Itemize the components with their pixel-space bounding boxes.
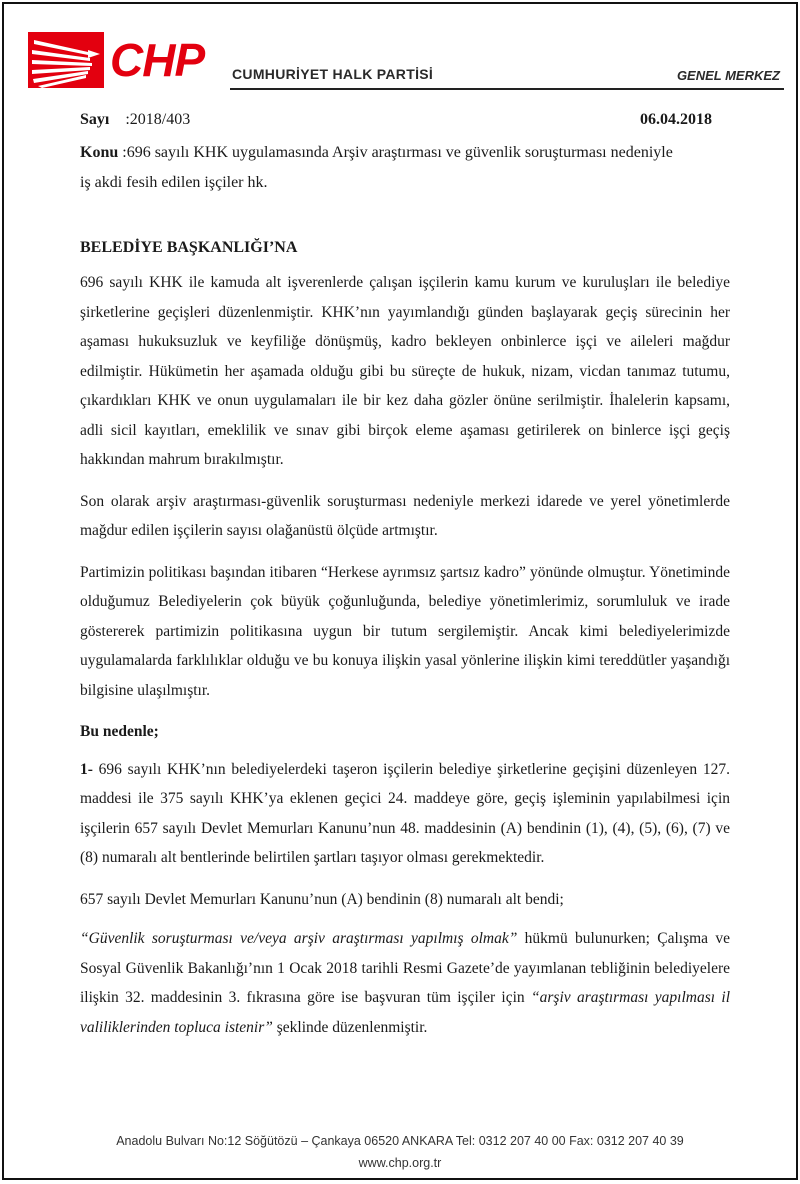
quote-2: “arşiv araştırması yapılması il valiliklerinden topluca istenir” bbox=[80, 989, 731, 1036]
chp-logo bbox=[28, 32, 220, 88]
letter-page bbox=[2, 2, 798, 1180]
konu-label: Konu bbox=[80, 144, 119, 161]
sayi-value: :2018/403 bbox=[125, 111, 191, 128]
sayi-label: Sayı bbox=[80, 111, 110, 128]
footer-address: Anadolu Bulvarı No:12 Söğütözü – Çankaya 06520 ANKARA Tel: 0312 207 40 00 Fax: 0312 207 40 39 bbox=[116, 1134, 684, 1148]
headquarters-label: GENEL MERKEZ bbox=[676, 68, 780, 83]
paragraph-6 bbox=[80, 924, 730, 1042]
addressee: BELEDİYE BAŞKANLIĞI’NA bbox=[80, 239, 298, 256]
paragraph-6-mid: hükmü bulunurken; Çalışma ve Sosyal Güvenlik Bakanlığı’nın 1 Ocak 2018 tarihli Resmi Gazete’de yayımlanan tebliğinin belediyelere ilişkin 32. maddesinin 3. fıkrasına göre ise başvuran tüm işçiler için bbox=[80, 930, 730, 1006]
logo-wordmark: CHP bbox=[110, 34, 205, 86]
footer-website: www.chp.org.tr bbox=[358, 1156, 442, 1170]
konu-line-1: :696 sayılı KHK uygulamasında Arşiv araştırması ve güvenlik soruşturması nedeniyle bbox=[122, 144, 673, 161]
paragraph-2: Son olarak arşiv araştırması-güvenlik soruşturması nedeniyle merkezi idarede ve yerel yönetimlerde mağdur edilen işçilerin sayısı olağanüstü ölçüde artmıştır. bbox=[80, 492, 730, 539]
paragraph-3: Partimizin politikası başından itibaren “Herkese ayrımsız şartsız kadro” yönünde olmuştur. Yönetiminde olduğumuz Belediyelerin çok büyük çoğunluğunda, belediye yönetimlerimiz, sorumluluk ve irade göstererek partimizin politikasına uygun bir tutum sergilemiştir. Ancak kimi belediyelerimizde uygulamalarda farklılıklar olduğu ve bu konuya ilişkin yasal yönlerine ilişkin kimi tereddütler yaşandığı bilgisine ulaşılmıştır. bbox=[80, 563, 730, 699]
paragraph-6-end: şeklinde düzenlenmiştir. bbox=[272, 1018, 428, 1036]
party-name: CUMHURİYET HALK PARTİSİ bbox=[232, 66, 434, 82]
section-heading: Bu nedenle; bbox=[80, 723, 159, 740]
reference-number bbox=[80, 111, 190, 129]
six-arrows-emblem-icon bbox=[28, 32, 104, 88]
letter-body bbox=[80, 268, 730, 1054]
paragraph-5: 657 sayılı Devlet Memurları Kanunu’nun (A) bendinin (8) numaralı alt bendi; bbox=[80, 890, 564, 908]
subject bbox=[80, 138, 740, 198]
paragraph-1: 696 sayılı KHK ile kamuda alt işverenlerde çalışan işçilerin kamu kurum ve kuruluşları ile belediye şirketlerine geçişleri düzenlenmiştir. KHK’nın yayımlandığı günden başlayarak geçiş sürecinin her aşaması hukuksuzluk ve keyfiliğe dönüşmüş, kadro bekleyen onbinlerce işçi ve aileleri mağdur edilmiştir. Hükümetin her aşamada olduğu gibi bu süreçte de hukuk, nizam, vicdan tanımaz tutumu, çıkardıkları KHK ve onun uygulamaları ile bir kez daha gözler önüne serilmiştir. İhalelerin kapsamı, adli sicil kayıtları, emeklilik ve sınav gibi birçok eleme aşaması getirilerek on binlerce işçi geçiş hakkından mahrum bırakılmıştır. bbox=[80, 274, 730, 468]
numbered-item-1 bbox=[80, 755, 730, 873]
header-divider bbox=[230, 88, 784, 90]
item-number: 1- bbox=[80, 760, 93, 778]
footer bbox=[4, 1130, 796, 1174]
konu-line-2: iş akdi fesih edilen işçiler hk. bbox=[80, 174, 268, 191]
letter-date: 06.04.2018 bbox=[640, 111, 712, 128]
item-1-text: 696 sayılı KHK’nın belediyelerdeki taşeron işçilerin belediye şirketlerine geçişini düzenleyen 127. maddesi ile 375 sayılı KHK’ya eklenen geçici 24. maddeye göre, geçiş işleminin yapılabilmesi için işçilerin 657 sayılı Devlet Memurları Kanunu’nun 48. maddesinin (A) bendinin (1), (4), (5), (6), (7) ve (8) numaralı alt bentlerinde belirtilen şartları taşıyor olması gerekmektedir. bbox=[80, 760, 730, 866]
quote-1: “Güvenlik soruşturması ve/veya arşiv araştırması yapılmış olmak” bbox=[80, 930, 518, 947]
